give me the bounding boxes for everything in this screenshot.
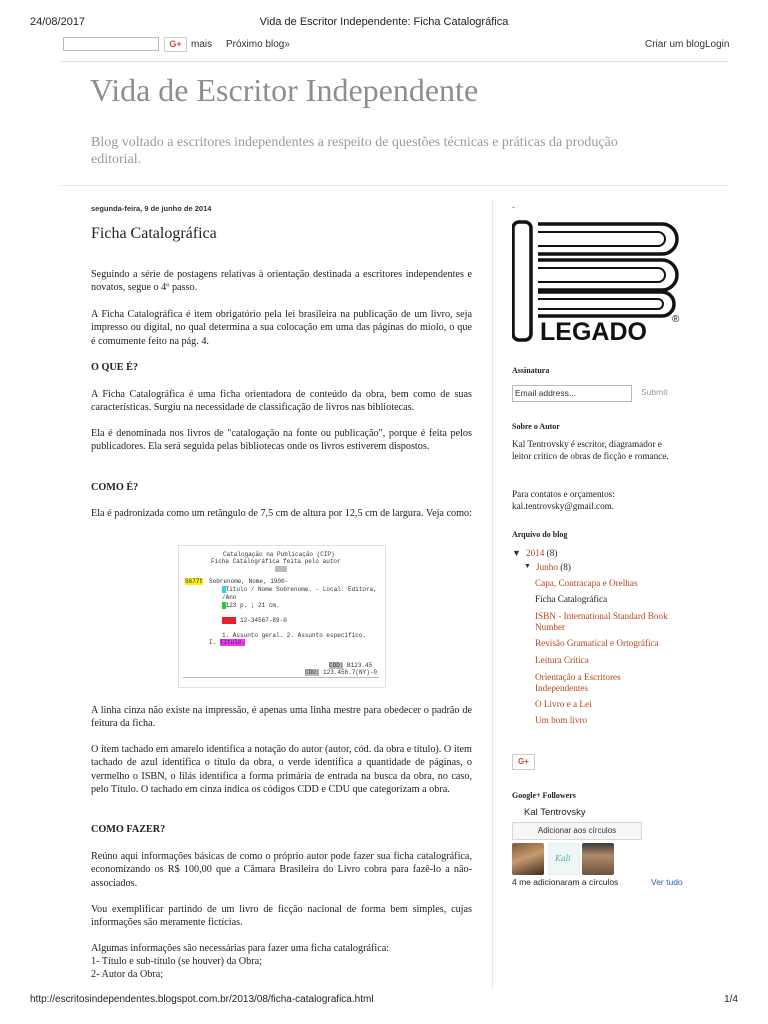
submit-button[interactable]: Submit (641, 387, 668, 397)
follower-avatar[interactable] (582, 843, 614, 875)
navbar-divider (60, 61, 728, 62)
email-input[interactable]: Email address... (512, 385, 632, 402)
legado-logo[interactable] (512, 220, 684, 346)
catalog-card-image (178, 545, 386, 688)
guide-line (275, 566, 287, 572)
post-paragraph: A Ficha Catalográfica é uma ficha orientadora de conteúdo da obra, bem como de suas características. Surgiu na necessidade de classificação de livros nas bibliotecas. (91, 389, 472, 414)
archive-post-current: Ficha Catalográfica (535, 594, 608, 604)
cdd-label: CDD: (329, 662, 344, 669)
subscribe-heading: Assinatura (512, 366, 550, 375)
archive-post-link[interactable]: Um bom livro (535, 715, 588, 725)
about-heading: Sobre o Autor (512, 422, 560, 431)
follower-avatar[interactable] (548, 843, 580, 875)
follower-avatar[interactable] (512, 843, 544, 875)
entry-highlight: Título. (219, 639, 246, 646)
archive-post-link[interactable]: Revisão Gramatical e Ortográfica (535, 638, 659, 648)
card-line-text: Título / Nome Sobrenome. - Local: Editora, (225, 586, 377, 593)
archive-month-count: (8) (560, 562, 571, 572)
follower-profile-name[interactable]: Kal Tentrovsky (524, 807, 586, 818)
navbar-search-input[interactable] (63, 37, 159, 51)
column-divider (492, 200, 493, 990)
post-paragraph: Vou exemplificar partindo de um livro de ficção nacional de forma bem simples, cujas informações são meramente fictícias. (91, 904, 472, 929)
archive-year-link[interactable]: 2014 (526, 548, 545, 558)
author-notation: S677t (185, 578, 204, 585)
post-paragraph: Ela é denominada nos livros de "catalogação na fonte ou publicação", porque é feita pelos publicadores. Ela será seguida pelas bibliotecas onde os livros estiverem dispostos. (91, 428, 472, 453)
archive-month[interactable] (536, 562, 571, 572)
login-link[interactable]: Login (705, 39, 730, 50)
cdd-line (329, 662, 372, 669)
archive-post-link[interactable] (535, 611, 675, 633)
post-paragraph: Ela é padronizada como um retângulo de 7,5 cm de altura por 12,5 cm de largura. Veja como: (91, 508, 472, 519)
archive-post-link[interactable]: Capa, Contracapa e Orelhas (535, 578, 638, 588)
add-to-circles-button[interactable]: Adicionar aos círculos (512, 822, 642, 840)
avatar-text: Kali (555, 854, 571, 863)
registered-mark: ® (672, 314, 680, 325)
print-url: http://escritosindependentes.blogspot.com.br/2013/08/ficha-catalografica.html (30, 994, 374, 1005)
cdu-value: 123.456.7(NY)-0 (323, 669, 378, 676)
header-divider (60, 185, 728, 186)
post-paragraph: O item tachado em amarelo identifica a notação do autor (autor, cód. da obra e título). O item tachado de azul identifica o título da obra, o verde identifica a quantidade de páginas, o vermelho o ISBN, o lilás identifica a forma primária de entrada na busca da obra, no caso, pelo Título. O tachado em cinza indica os códigos CDD e CDU que categorizam a obra. (91, 744, 472, 795)
card-bottom-border (183, 677, 379, 678)
section-heading: COMO É? (91, 482, 139, 493)
post-date: segunda-feira, 9 de junho de 2014 (91, 204, 212, 213)
post-paragraph: Algumas informações são necessárias para fazer uma ficha catalográfica: (91, 943, 390, 954)
archive-month-link[interactable]: Junho (536, 562, 558, 572)
post-paragraph: A Ficha Catalográfica é item obrigatório pela lei brasileira na publicação de um livro, seja impresso ou digital, no qual determina a sua colocação em uma das páginas do miolo, o que é comumente feito na pág. 4. (91, 309, 472, 347)
card-heading: Catalogação na Publicação (CIP) (223, 551, 335, 558)
archive-year-count: (8) (546, 548, 558, 558)
list-item: 1- Título e sub-título (se houver) da Obra; (91, 956, 262, 967)
print-title: Vida de Escritor Independente: Ficha Catalográfica (259, 16, 509, 28)
archive-heading: Arquivo do blog (512, 530, 568, 539)
gplus-share-button[interactable]: G+ (164, 37, 187, 52)
archive-post-link[interactable]: Orientação a Escritores Independentes (535, 672, 621, 693)
archive-year[interactable] (526, 548, 557, 558)
card-line: 1. Assunto geral. 2. Assunto específico. (222, 632, 367, 639)
create-blog-link[interactable]: Criar um blog (645, 39, 706, 50)
post-paragraph: A linha cinza não existe na impressão, é apenas uma linha mestre para obedecer o padrão de feitura da ficha. (91, 705, 472, 730)
next-blog-link[interactable]: Próximo blog» (226, 39, 290, 50)
gplus-badge-button[interactable]: G+ (512, 754, 535, 770)
print-page-number: 1/4 (724, 994, 738, 1005)
logo-text: LEGADO (540, 318, 647, 346)
isbn-value: 12-34567-89-0 (240, 617, 287, 624)
post-paragraph: Reúno aqui informações básicas de como o próprio autor pode fazer sua ficha catalográfica, economizando os R$ 100,00 que a Câmara Brasileira do Livro cobra para fazê-lo a não-associados. (91, 851, 472, 889)
card-line: /Ano (222, 594, 237, 601)
post-title[interactable]: Ficha Catalográfica (91, 225, 217, 242)
contact-text: Para contatos e orçamentos: kal.tentrovsky@gmail.com. (512, 489, 615, 511)
card-line-text: 123 p. ; 21 cm. (225, 602, 280, 609)
card-line-text: I. (209, 639, 217, 646)
cdu-line (305, 669, 377, 676)
collapse-triangle-icon[interactable]: ▼ (512, 548, 521, 558)
collapse-triangle-icon[interactable]: ▼ (524, 563, 531, 570)
card-subheading: Ficha Catalográfica feita pelo autor (211, 558, 341, 565)
followers-heading: Google+ Followers (512, 791, 576, 800)
isbn-highlight: ISBN (222, 617, 237, 624)
card-line (222, 617, 287, 624)
see-all-link[interactable]: Ver tudo (651, 877, 683, 887)
cdd-value: B123.45 (347, 662, 373, 669)
card-line (222, 586, 377, 593)
blog-title[interactable]: Vida de Escritor Independente (90, 72, 479, 108)
archive-post-text[interactable]: ISBN - International Standard Book Number (535, 611, 668, 632)
card-line: Sobrenome, Nome, 1900- (209, 578, 289, 585)
card-line (209, 639, 245, 646)
archive-post-link[interactable]: Leitura Crítica (535, 655, 589, 665)
sidebar-dash: - (512, 202, 515, 212)
section-heading: COMO FAZER? (91, 824, 166, 835)
more-link[interactable]: mais (191, 39, 213, 50)
legado-logo-graphic (512, 220, 684, 346)
print-date: 24/08/2017 (30, 16, 86, 28)
list-item: 2- Autor da Obra; (91, 969, 164, 980)
section-heading: O QUE É? (91, 362, 138, 373)
archive-post-link[interactable]: O Livro e a Lei (535, 699, 592, 709)
card-line (222, 602, 280, 609)
blog-description: Blog voltado a escritores independentes a respeito de questões técnicas e práticas da produção editorial. (91, 135, 618, 167)
circle-count: 4 me adicionaram a círculos (512, 877, 619, 887)
about-text: Kal Tentrovsky é escritor, diagramador e leitor crítico de obras de ficção e romance. (512, 439, 669, 461)
cdu-label: CDU: (305, 669, 320, 676)
post-paragraph: Seguindo a série de postagens relativas à orientação destinada a escritores independentes e novatos, segue o 4º passo. (91, 269, 472, 294)
